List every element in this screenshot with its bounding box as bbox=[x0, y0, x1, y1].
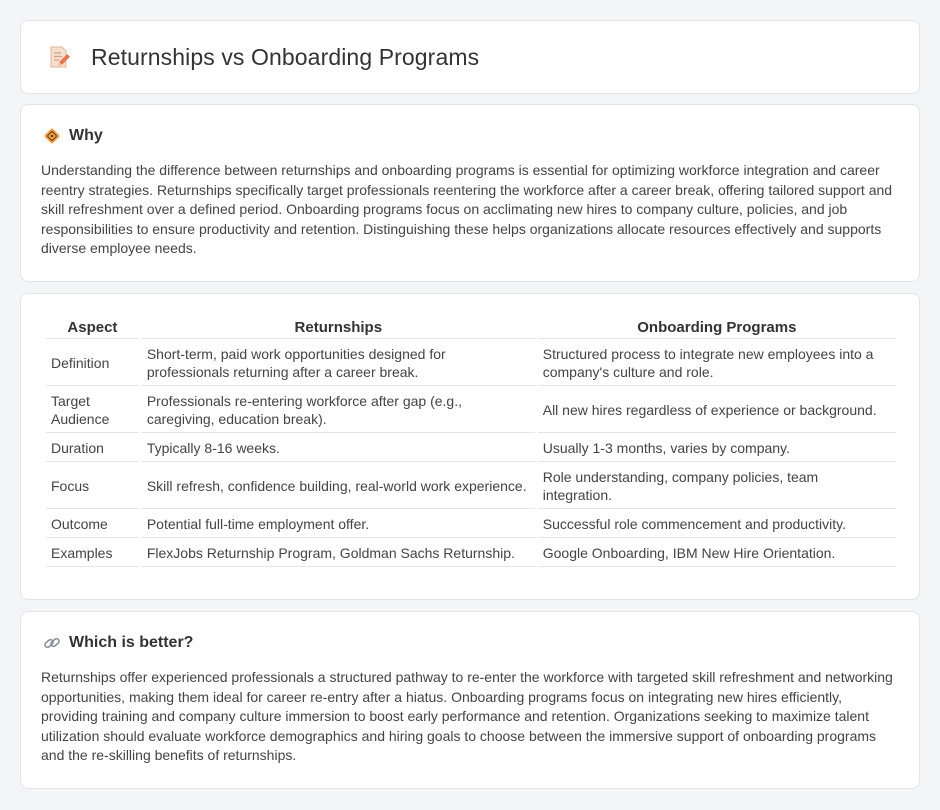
cell-returnships: Potential full-time employment offer. bbox=[142, 511, 535, 538]
cell-returnships: Short-term, paid work opportunities designed for professionals returning after a career break. bbox=[142, 341, 535, 386]
cell-returnships: Typically 8-16 weeks. bbox=[142, 435, 535, 462]
table-row bbox=[46, 511, 896, 538]
comparison-table-card bbox=[20, 293, 920, 600]
page-title: Returnships vs Onboarding Programs bbox=[91, 43, 480, 70]
cell-returnships: Professionals re-entering workforce after gap (e.g., caregiving, education break). bbox=[142, 388, 535, 433]
cell-aspect: Outcome bbox=[46, 511, 139, 538]
cell-onboarding: Structured process to integrate new employees into a company's culture and role. bbox=[538, 341, 896, 386]
cell-onboarding: All new hires regardless of experience or background. bbox=[538, 388, 896, 433]
better-text: Returnships offer experienced professionals a structured pathway to re-enter the workforce with targeted skill refreshment and networking opportunities, making them ideal for career re-entry after a hiatus. Onboarding programs focus on integrating new hires efficiently, providing training and company culture immersion to boost early performance and retention. Organizations seeking to maximize talent utilization should evaluate workforce demographics and hiring goals to choose between the immersive support of onboarding programs and the re-skilling benefits of returnships. bbox=[41, 669, 893, 764]
cell-returnships: FlexJobs Returnship Program, Goldman Sachs Returnship. bbox=[142, 540, 535, 567]
cell-onboarding: Successful role commencement and productivity. bbox=[538, 511, 896, 538]
table-row bbox=[46, 540, 896, 567]
table-row bbox=[46, 464, 896, 509]
cell-aspect: Target Audience bbox=[46, 388, 139, 433]
table-row bbox=[46, 341, 896, 386]
cell-returnships: Skill refresh, confidence building, real-world work experience. bbox=[142, 464, 535, 509]
why-section bbox=[20, 104, 920, 282]
column-header-aspect: Aspect bbox=[46, 316, 139, 339]
link-icon bbox=[43, 634, 61, 652]
document-pencil-icon bbox=[47, 45, 71, 69]
cell-aspect: Examples bbox=[46, 540, 139, 567]
cell-onboarding: Google Onboarding, IBM New Hire Orientation. bbox=[538, 540, 896, 567]
table-row bbox=[46, 388, 896, 433]
which-is-better-section bbox=[20, 611, 920, 789]
table-row bbox=[46, 435, 896, 462]
better-title: Which is better? bbox=[69, 634, 194, 651]
column-header-onboarding: Onboarding Programs bbox=[538, 316, 896, 339]
column-header-returnships: Returnships bbox=[142, 316, 535, 339]
cell-onboarding: Role understanding, company policies, team integration. bbox=[538, 464, 896, 509]
diamond-sign-icon bbox=[43, 127, 61, 145]
cell-aspect: Focus bbox=[46, 464, 139, 509]
header-card bbox=[20, 20, 920, 94]
cell-aspect: Definition bbox=[46, 341, 139, 386]
comparison-table bbox=[43, 314, 899, 569]
cell-onboarding: Usually 1-3 months, varies by company. bbox=[538, 435, 896, 462]
cell-aspect: Duration bbox=[46, 435, 139, 462]
why-text: Understanding the difference between returnships and onboarding programs is essential for optimizing workforce integration and career reentry strategies. Returnships specifically target professionals reentering the workforce after a career break, offering tailored support and skill refreshment over a defined period. Onboarding programs focus on acclimating new hires to company culture, policies, and job responsibilities to ensure productivity and retention. Distinguishing these helps organizations allocate resources effectively and supports diverse employee needs. bbox=[41, 162, 893, 257]
table-header-row bbox=[46, 316, 896, 339]
why-title: Why bbox=[69, 127, 103, 144]
